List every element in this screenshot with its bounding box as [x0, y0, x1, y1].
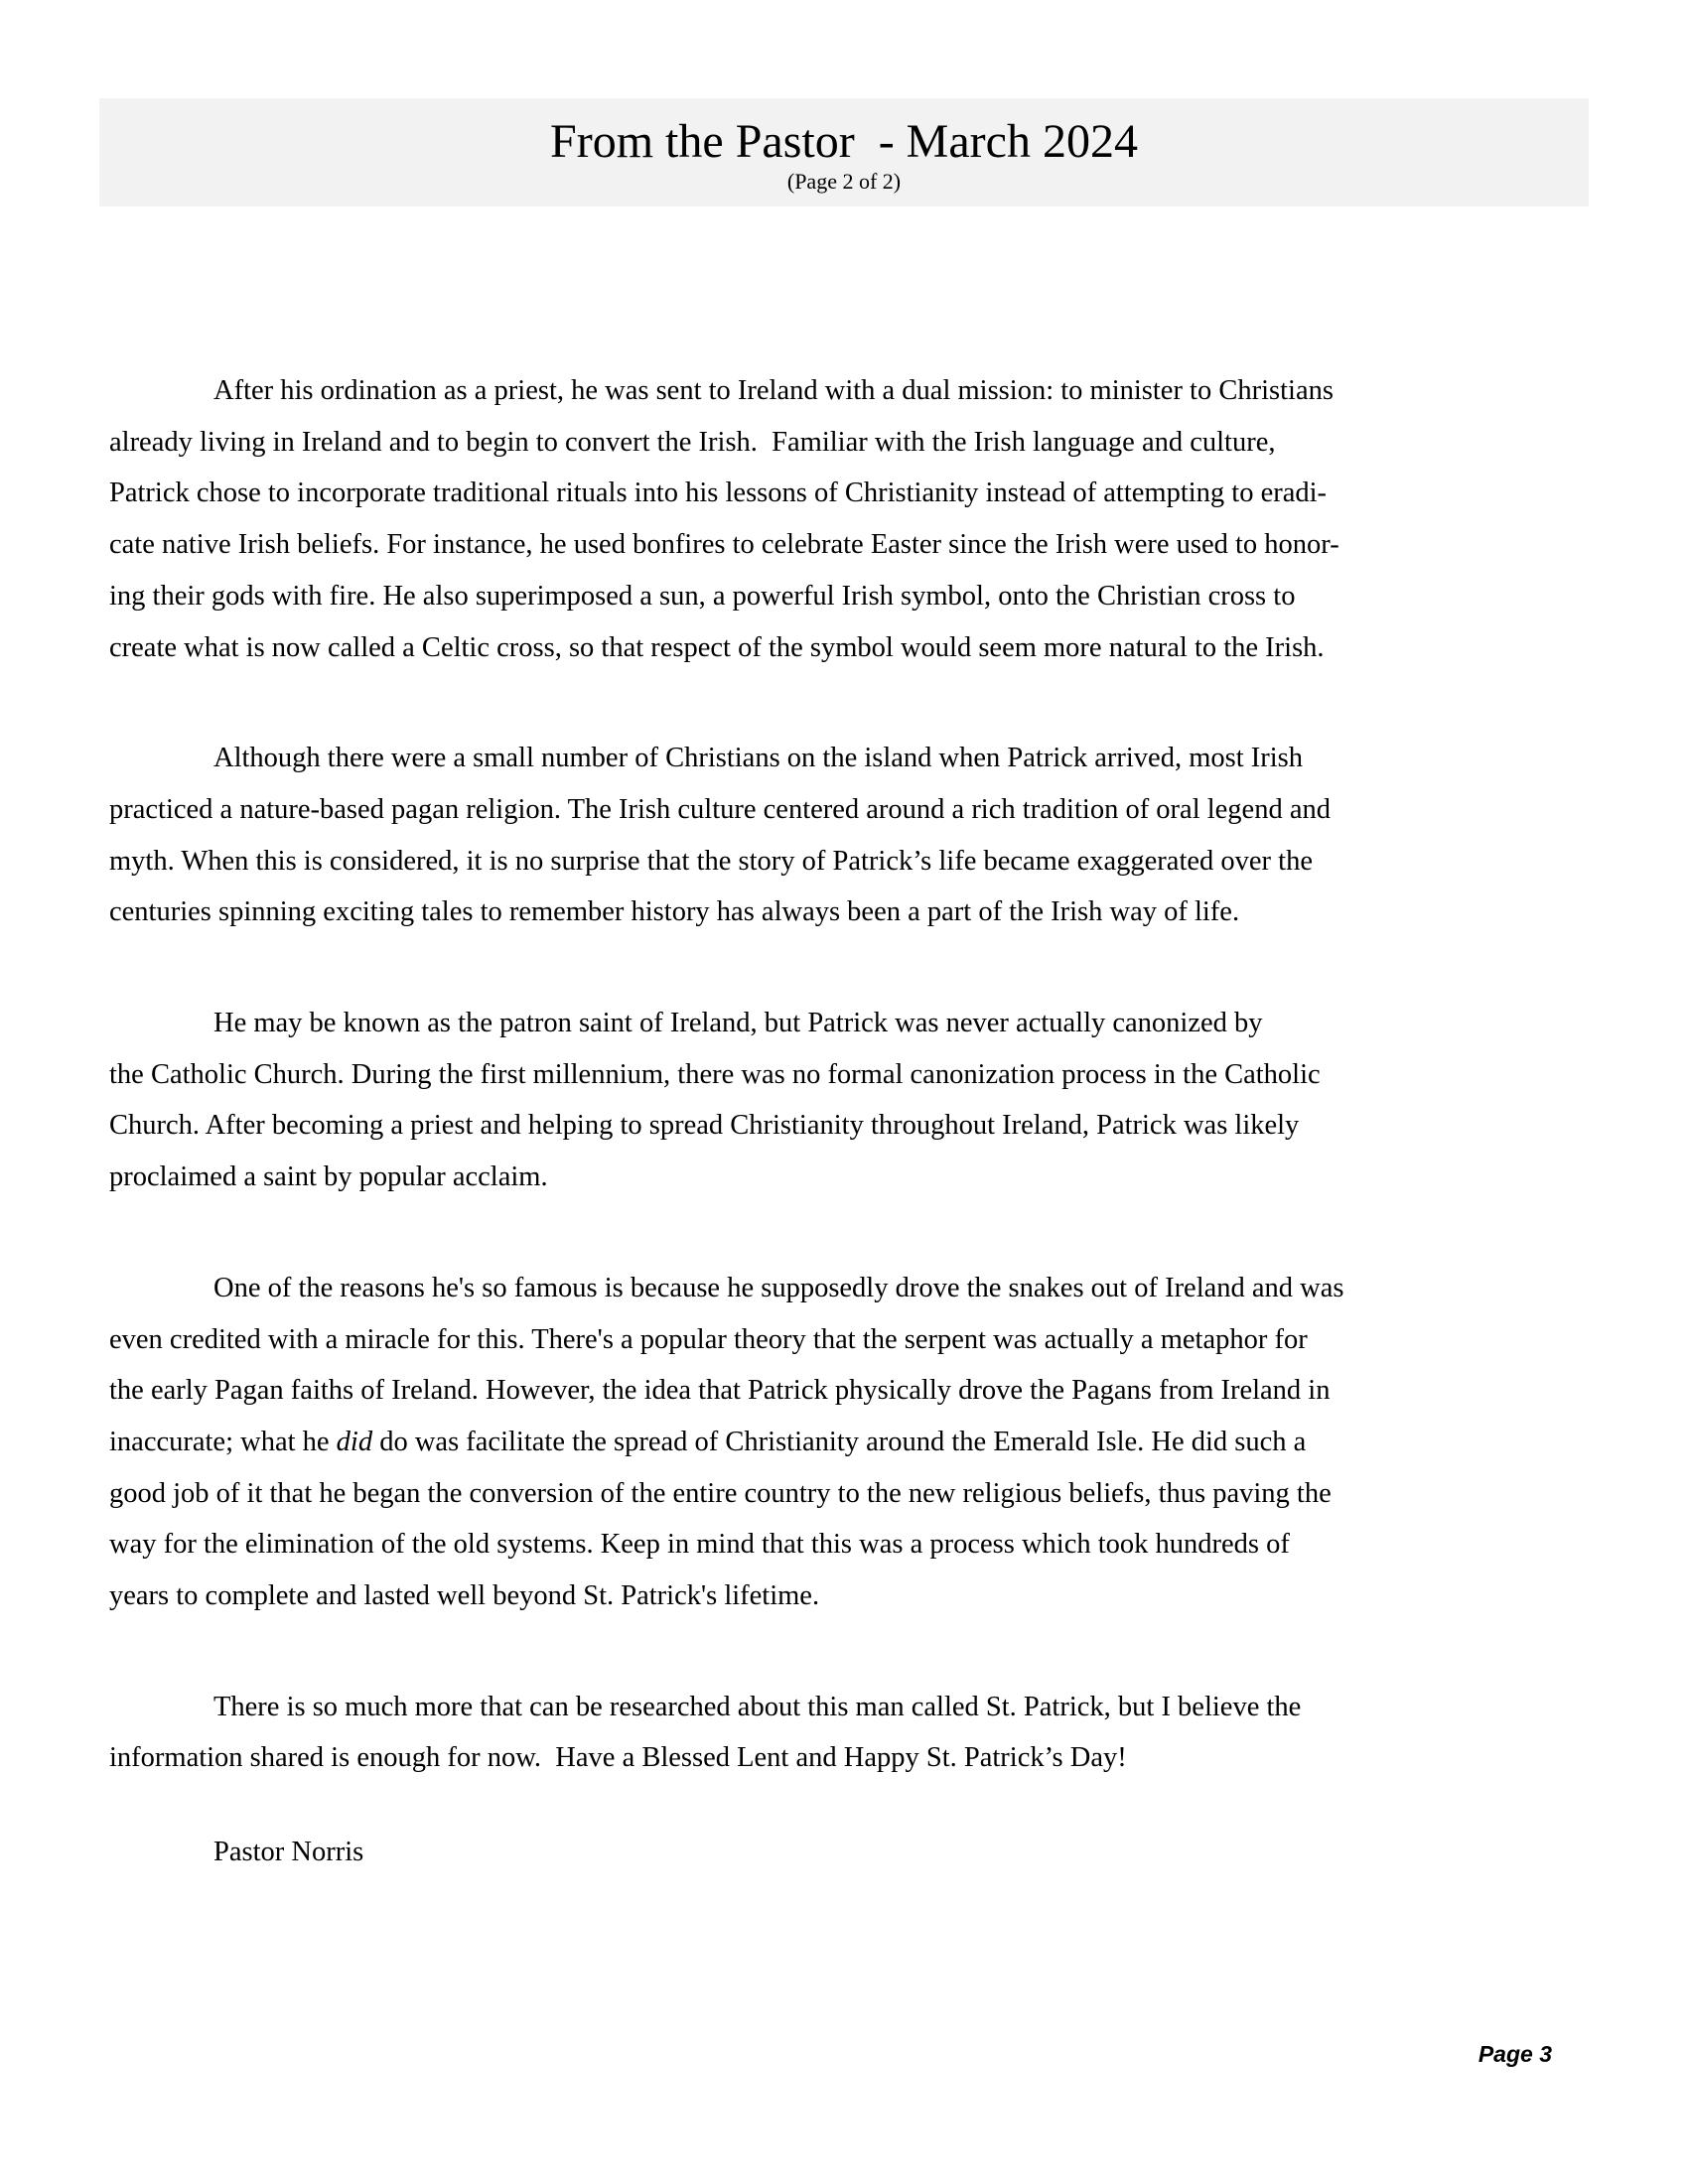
text-line: proclaimed a saint by popular acclaim. — [109, 1161, 548, 1193]
signature: Pastor Norris — [213, 1837, 364, 1867]
text-line: the Catholic Church. During the first millennium, there was no formal canonization process in the Catholic — [109, 1058, 1321, 1090]
page-title: From the Pastor - March 2024 — [550, 115, 1138, 168]
text-line: already living in Ireland and to begin to convert the Irish. Familiar with the Irish language and culture, — [109, 426, 1276, 458]
page-subtitle: (Page 2 of 2) — [786, 168, 902, 194]
text-line: Church. After becoming a priest and helping to spread Christianity throughout Ireland, Patrick was likely — [109, 1110, 1300, 1142]
letter-body — [109, 365, 1583, 1843]
text-line: ing their gods with fire. He also superimposed a sun, a powerful Irish symbol, onto the Christian cross to — [109, 580, 1296, 612]
text-line: cate native Irish beliefs. For instance, he used bonfires to celebrate Easter since the Irish were used to honor- — [109, 529, 1339, 561]
paragraph — [109, 733, 1583, 938]
paragraph — [109, 1263, 1583, 1622]
newsletter-header — [99, 98, 1589, 206]
text-line: information shared is enough for now. Have a Blessed Lent and Happy St. Patrick’s Day! — [109, 1742, 1127, 1774]
text-line: inaccurate; what he did do was facilitate the spread of Christianity around the Emerald Isle. He did such a — [109, 1426, 1307, 1457]
text-line: practiced a nature-based pagan religion. The Irish culture centered around a rich tradition of oral legend and — [109, 793, 1331, 825]
text-line: One of the reasons he's so famous is because he supposedly drove the snakes out of Ireland and was — [213, 1272, 1344, 1303]
paragraph — [109, 1682, 1583, 1784]
text-line: Although there were a small number of Christians on the island when Patrick arrived, most Irish — [213, 743, 1303, 774]
text-line: Patrick chose to incorporate traditional rituals into his lessons of Christianity instead of attempting to eradi- — [109, 478, 1328, 509]
paragraph — [109, 365, 1583, 673]
text-line: years to complete and lasted well beyond St. Patrick's lifetime. — [109, 1580, 820, 1612]
text-line: myth. When this is considered, it is no surprise that the story of Patrick’s life became exaggerated over the — [109, 845, 1313, 877]
text-line: the early Pagan faiths of Ireland. However, the idea that Patrick physically drove the Pagans from Ireland in — [109, 1375, 1331, 1407]
page-number: Page 3 — [1477, 2041, 1552, 2067]
text-line: After his ordination as a priest, he was sent to Ireland with a dual mission: to minister to Christians — [213, 375, 1334, 406]
text-line: way for the elimination of the old systems. Keep in mind that this was a process which took hundreds of — [109, 1529, 1290, 1561]
text-line: He may be known as the patron saint of Ireland, but Patrick was never actually canonized by — [213, 1008, 1263, 1039]
text-line: centuries spinning exciting tales to remember history has always been a part of the Irish way of life. — [109, 896, 1240, 928]
text-line: create what is now called a Celtic cross, so that respect of the symbol would seem more natural to the Irish. — [109, 631, 1325, 663]
paragraph — [109, 998, 1583, 1203]
text-line: There is so much more that can be researched about this man called St. Patrick, but I believe the — [213, 1691, 1302, 1722]
text-line: good job of it that he began the conversion of the entire country to the new religious beliefs, thus paving the — [109, 1477, 1332, 1509]
text-line: even credited with a miracle for this. There's a popular theory that the serpent was actually a metaphor for — [109, 1323, 1308, 1355]
